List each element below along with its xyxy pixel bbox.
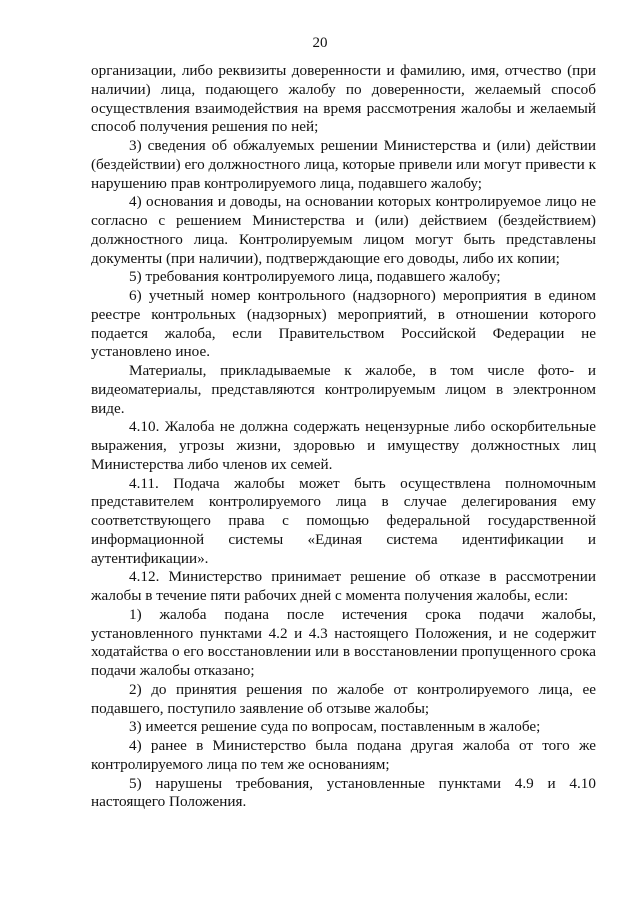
paragraph-4-12-item-1: 1) жалоба подана после истечения срока подачи жалобы, установленного пунктами 4.2 и 4.3 настоящего Положения, и не содержит ходатайства о его восстановлении или в восстановлении пропущенного срока подачи жалобы отказано; (91, 605, 596, 679)
paragraph-4-12-item-2: 2) до принятия решения по жалобе от контролируемого лица, ее подавшего, поступило заявление об отзыве жалобы; (91, 680, 596, 717)
paragraph-4-12-item-3: 3) имеется решение суда по вопросам, поставленным в жалобе; (129, 718, 541, 736)
page-number: 20 (312, 35, 328, 51)
paragraph-4-10: 4.10. Жалоба не должна содержать нецензурные либо оскорбительные выражения, угрозы жизни, здоровью и имуществу должностных лиц Министерства либо членов их семей. (91, 418, 596, 473)
paragraph-4-12: 4.12. Министерство принимает решение об отказе в рассмотрении жалобы в течение пяти рабочих дней с момента получения жалобы, если: (91, 568, 596, 604)
paragraph-4-12-item-5: 5) нарушены требования, установленные пунктами 4.9 и 4.10 настоящего Положения. (91, 774, 596, 811)
paragraph-materials: Материалы, прикладываемые к жалобе, в том числе фото- и видеоматериалы, представляются контролируемым лицом в электронном виде. (91, 362, 596, 417)
paragraph-item-3: 3) сведения об обжалуемых решении Министерства и (или) действии (бездействии) его должностного лица, которые привели или могут привести к нарушению прав контролируемого лица, подавшего жалобу; (91, 137, 596, 192)
paragraph-continuation: организации, либо реквизиты доверенности и фамилию, имя, отчество (при наличии) лица, подающего жалобу по доверенности, желаемый способ осуществления взаимодействия на время рассмотрения жалобы и желаемый способ получения решения по ней; (91, 62, 596, 136)
paragraph-item-6: 6) учетный номер контрольного (надзорного) мероприятия в едином реестре контрольных (надзорных) мероприятий, в отношении которого подается жалоба, если Правительством Российской Федерации не установлено иное. (91, 287, 596, 361)
paragraph-item-5: 5) требования контролируемого лица, подавшего жалобу; (129, 268, 501, 286)
paragraph-4-12-item-4: 4) ранее в Министерство была подана другая жалоба от того же контролируемого лица по тем же основаниям; (91, 737, 596, 773)
document-body (91, 62, 596, 812)
paragraph-4-11: 4.11. Подача жалобы может быть осуществлена полномочным представителем контролируемого лица в случае делегирования ему соответствующего права с помощью федеральной государственной информационной системы «Единая система идентификации и аутентификации». (91, 474, 596, 567)
paragraph-item-4: 4) основания и доводы, на основании которых контролируемое лицо не согласно с решением Министерства и (или) действием (бездействием) должностного лица. Контролируемым лицом могут быть представлены документы (при наличии), подтверждающие его доводы, либо их копии; (91, 193, 596, 267)
